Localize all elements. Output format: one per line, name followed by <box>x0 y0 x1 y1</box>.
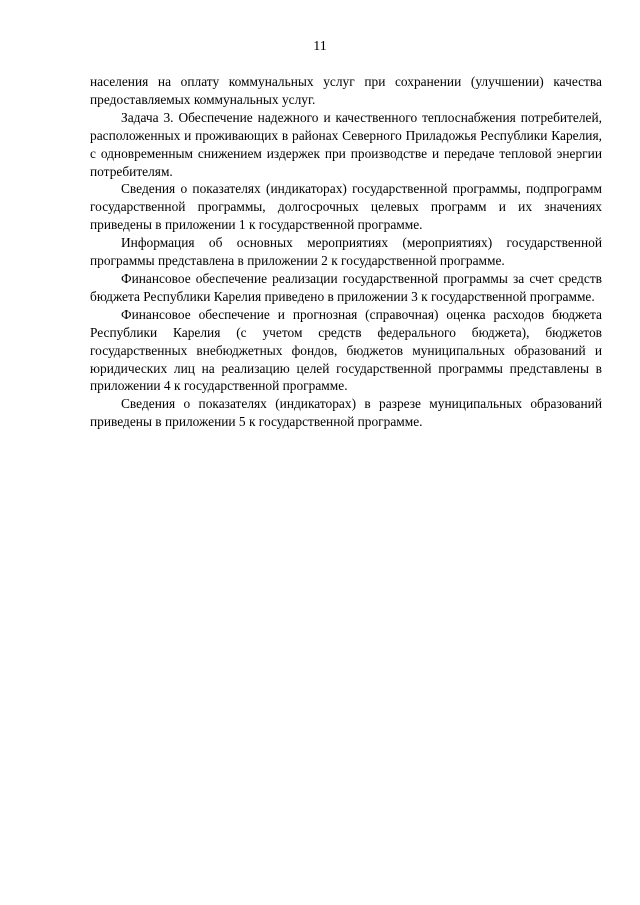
paragraph-indicators: Сведения о показателях (индикаторах) государственной программы, подпрограмм государственной программы, долгосрочных целевых программ и их значениях приведены в приложении 1 к государственной программе. <box>90 181 602 233</box>
paragraph-continuation: населения на оплату коммунальных услуг при сохранении (улучшении) качества предоставляемых коммунальных услуг. <box>90 74 602 107</box>
paragraph-forecast-financing: Финансовое обеспечение и прогнозная (справочная) оценка расходов бюджета Республики Карелия (с учетом средств федерального бюджета), бюджетов государственных внебюджетных фондов, бюджетов муниципальных образований и юридических лиц на реализацию целей государственной программы представлены в приложении 4 к государственной программе. <box>90 306 602 394</box>
document-body <box>90 73 602 431</box>
paragraph-municipal-indicators: Сведения о показателях (индикаторах) в разрезе муниципальных образований приведены в приложении 5 к государственной программе. <box>90 396 602 430</box>
paragraph-activities: Информация об основных мероприятиях (мероприятиях) государственной программы представлена в приложении 2 к государственной программе. <box>90 235 602 269</box>
paragraph-regional-financing: Финансовое обеспечение реализации государственной программы за счет средств бюджета Республики Карелия приведено в приложении 3 к государственной программе. <box>90 270 602 304</box>
paragraph-task-3: Задача 3. Обеспечение надежного и качественного теплоснабжения потребителей, расположенных и проживающих в районах Северного Приладожья Республики Карелия, с одновременным снижением издержек при производстве и передаче тепловой энергии потребителям. <box>90 109 602 179</box>
page-number: 11 <box>313 39 327 54</box>
